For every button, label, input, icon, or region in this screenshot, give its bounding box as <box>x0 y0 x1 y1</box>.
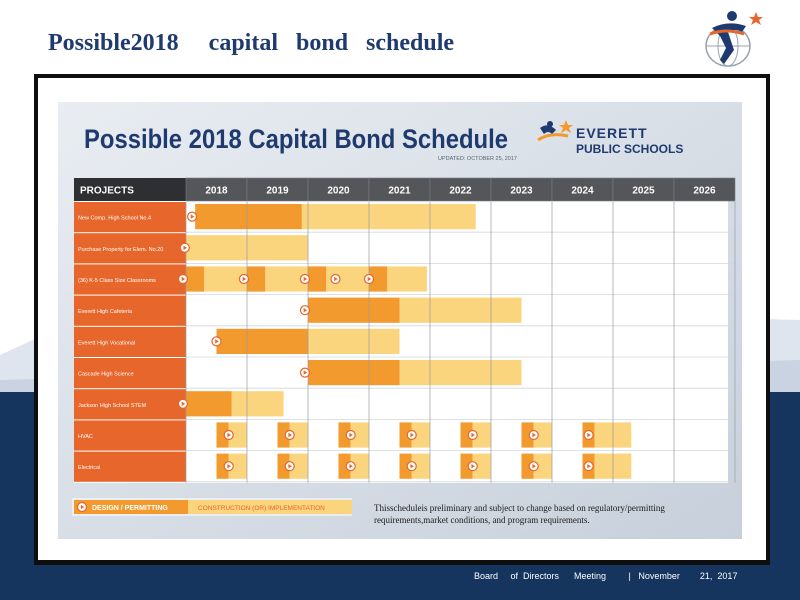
legend <box>72 498 352 516</box>
gantt-bar-design <box>217 329 309 354</box>
gantt-bar-construction <box>302 204 476 229</box>
schedule-note: Thisscheduleis preliminary and subject to change based on regulatory/permitting requirements,market conditions, and program requirements. <box>374 503 665 525</box>
year-tick-label: 2023 <box>510 185 533 197</box>
gantt-bar-design <box>247 266 265 291</box>
project-name: HVAC <box>78 434 93 440</box>
gantt-bar-design <box>195 204 302 229</box>
project-name: Jackson High School STEM <box>78 402 147 409</box>
gantt-bar-construction <box>308 329 400 354</box>
year-tick-label: 2021 <box>388 185 411 197</box>
year-tick-label: 2018 <box>205 185 228 197</box>
footer-text: Board of Directors Meeting | November 21, 2017 <box>474 571 738 581</box>
logo-text-line1: EVERETT <box>576 125 648 141</box>
project-name: Everett High Cafeteria <box>78 309 133 316</box>
gantt-bar-construction <box>232 391 284 416</box>
legend-design-label: DESIGN / PERMITTING <box>92 505 168 512</box>
gantt-bar-construction <box>387 266 427 291</box>
running-figure-logo-icon <box>698 6 764 70</box>
year-tick-label: 2026 <box>693 185 716 197</box>
gantt-bar-construction <box>400 360 522 385</box>
year-tick-label: 2020 <box>327 185 350 197</box>
project-name: Electrical <box>78 465 101 472</box>
logo-text-line2: PUBLIC SCHOOLS <box>576 142 684 156</box>
header-projects-label: PROJECTS <box>80 185 134 197</box>
gantt-bar-design <box>308 360 400 385</box>
gantt-bar-design <box>308 298 400 323</box>
gantt-bar-design <box>308 266 326 291</box>
chart-subtitle: UPDATED: OCTOBER 25, 2017 <box>438 156 517 162</box>
year-tick-label: 2024 <box>571 185 594 197</box>
project-name: Cascade High Science <box>78 371 134 378</box>
project-name: New Comp. High School No.4 <box>78 215 152 222</box>
slide-title: Possible2018 capital bond schedule <box>48 30 455 56</box>
gantt-bar-design <box>186 391 232 416</box>
year-tick-label: 2022 <box>449 185 472 197</box>
gantt-chart <box>58 102 742 539</box>
year-tick-label: 2019 <box>266 185 289 197</box>
gantt-bar-design <box>186 266 204 291</box>
project-name: (36) K-5 Class Size Classrooms <box>78 278 156 284</box>
project-name: Everett High Vocational <box>78 340 136 347</box>
project-name: Purchase Property for Elem. No.20 <box>78 246 164 253</box>
chart-title: Possible 2018 Capital Bond Schedule <box>84 124 508 154</box>
gantt-bar-construction <box>400 298 522 323</box>
year-tick-label: 2025 <box>632 185 655 197</box>
legend-construction-label: CONSTRUCTION (OR) IMPLEMENTATION <box>198 505 325 512</box>
